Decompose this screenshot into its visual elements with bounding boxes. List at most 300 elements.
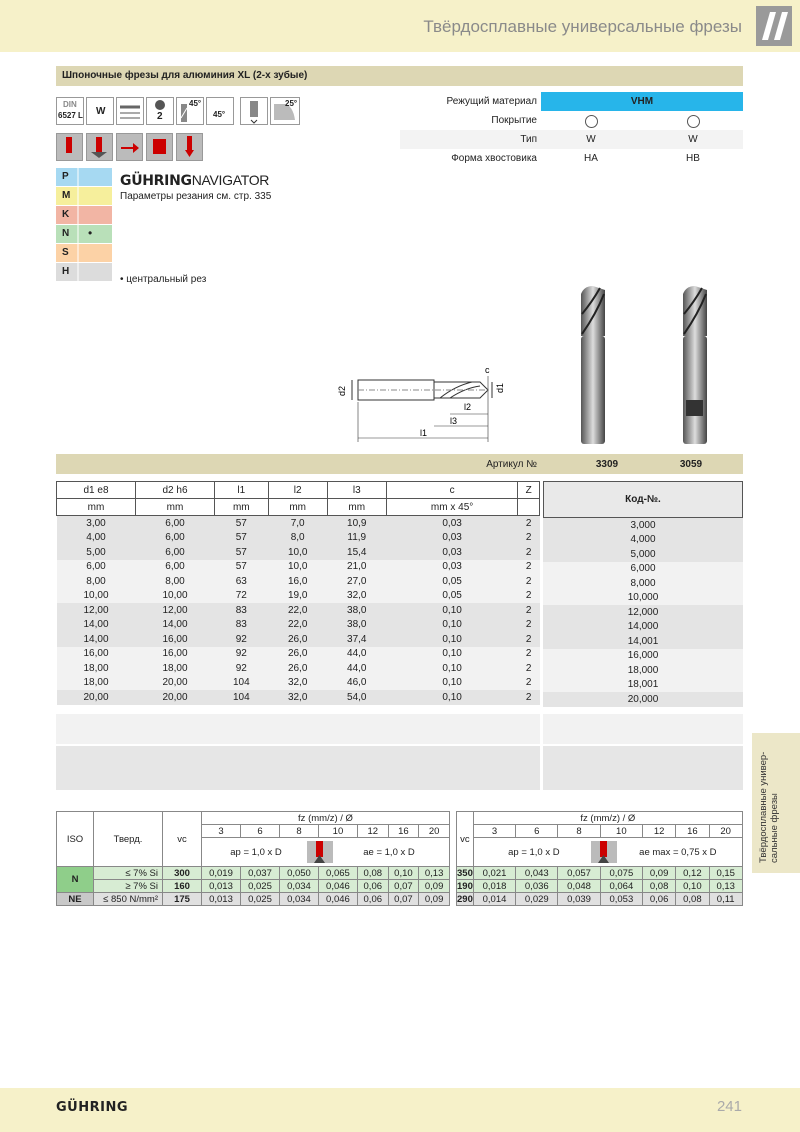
table-cell: 20,00 [162, 677, 188, 689]
table-cell: 5,00 [86, 546, 106, 558]
property-coating [400, 111, 743, 130]
code-row [543, 591, 743, 606]
navigator-note: Параметры резания см. стр. 335 [120, 191, 272, 202]
coating-empty-circle-icon [541, 115, 641, 128]
navigator-logo [120, 172, 269, 189]
table-cell: 20,00 [83, 691, 109, 703]
table-filler [543, 714, 743, 744]
end-mill-ha-image [576, 284, 610, 448]
fz-cell: 0,07 [388, 893, 419, 906]
table-cell: 2 [525, 590, 532, 602]
fz-cell: 0,13 [709, 880, 742, 893]
table-cell: 0,10 [442, 677, 462, 689]
fz-cell: 0,034 [279, 880, 318, 893]
code-cell: 8,000 [630, 577, 656, 589]
fz-cell: 0,065 [318, 867, 357, 880]
code-cell: 4,000 [630, 534, 656, 546]
fz-cell: 0,019 [202, 867, 241, 880]
table-cell: 22,0 [287, 604, 308, 616]
iso-group-k [56, 206, 112, 224]
fz-cell: 0,08 [676, 893, 709, 906]
iso-group-n [56, 225, 112, 243]
diameter-cell: 10 [318, 825, 357, 838]
table-cell: 0,03 [442, 561, 462, 573]
ae-label: ae = 1,0 x D [363, 846, 415, 858]
fz-cell: 0,018 [473, 880, 515, 893]
code-cell: 18,000 [627, 664, 659, 676]
fz-cell: 0,034 [279, 893, 318, 906]
article-label: Артикул № [486, 459, 537, 470]
center-cut-drawing-icon [241, 98, 267, 124]
property-shank [400, 149, 743, 168]
iso-group-h [56, 263, 112, 281]
table-row [57, 589, 540, 604]
table-cell: 16,0 [287, 575, 308, 587]
feature-bullet: • центральный рез [120, 274, 207, 285]
table-cell: 46,0 [347, 677, 367, 689]
fz-cell: 0,029 [516, 893, 558, 906]
center-cut-icon [240, 97, 268, 125]
article-number-1: 3309 [595, 459, 619, 470]
table-cell: 19,0 [287, 590, 308, 602]
diameter-cell: 16 [676, 825, 709, 838]
dims-header-cell: d2 h6 [136, 482, 215, 499]
article-bar [56, 454, 743, 474]
table-cell: 26,0 [287, 633, 308, 645]
table-cell: 0,10 [442, 619, 462, 631]
vc-header: vc [457, 812, 474, 867]
dims-header-cell: Z [518, 482, 540, 499]
dims-header-cell: d1 e8 [57, 482, 136, 499]
table-cell: 10,9 [347, 517, 367, 529]
table-cell: 2 [525, 532, 532, 544]
table-cell: 7,0 [290, 517, 305, 529]
fz-cell: 0,014 [473, 893, 515, 906]
table-cell: 2 [525, 575, 532, 587]
fz-cell: 0,12 [676, 867, 709, 880]
navigator-brand: GÜHRING [120, 173, 192, 189]
din-label: DIN [63, 100, 77, 109]
vc-cell: 350 [457, 867, 473, 879]
fz-cell: 0,013 [202, 893, 241, 906]
cutting-row [57, 880, 450, 893]
table-cell: 44,0 [347, 662, 367, 674]
table-row [57, 647, 540, 662]
fz-cell: 0,06 [357, 893, 388, 906]
table-cell: 10,00 [162, 590, 188, 602]
chamfer-icon [206, 97, 234, 125]
table-cell: 0,10 [442, 662, 462, 674]
fz-cell: 0,06 [357, 880, 388, 893]
table-cell: 104 [232, 691, 250, 703]
diameter-cell: 12 [357, 825, 388, 838]
iso-letter: M [62, 190, 71, 201]
table-cell: 2 [525, 677, 532, 689]
footer-brand: GÜHRING [56, 1100, 129, 1115]
dims-header-row [57, 482, 540, 499]
din-number: 6527 L [58, 111, 83, 120]
plunge-op-icon [86, 133, 113, 161]
iso-letter: H [62, 266, 70, 277]
side-tab-line1: Твёрдосплавные универ- [758, 751, 769, 863]
fz-cell: 0,09 [419, 893, 450, 906]
article-number-2: 3059 [679, 459, 703, 470]
table-cell: 2 [525, 619, 532, 631]
drawing-label-l3: l3 [450, 416, 458, 426]
slotting-op-icon [56, 133, 83, 161]
code-row [543, 605, 743, 620]
property-label: Режущий материал [446, 96, 537, 107]
table-cell: 8,0 [290, 532, 305, 544]
table-cell: 0,10 [442, 633, 462, 645]
fz-cell: 0,13 [419, 867, 450, 880]
table-cell: 0,05 [442, 590, 462, 602]
iso-letter: S [62, 247, 69, 258]
code-row [543, 562, 743, 577]
table-cell: 2 [525, 561, 532, 573]
chapter-side-tab [752, 733, 800, 873]
table-cell: 26,0 [287, 662, 308, 674]
chamfer-angle-label: 45° [213, 110, 226, 119]
table-empty-block [543, 746, 743, 790]
table-cell: 16,00 [83, 648, 109, 660]
helix-angle-label: 45° [189, 99, 202, 108]
page-number: 241 [716, 1098, 742, 1115]
table-row [57, 676, 540, 691]
dims-unit-cell: mm [215, 499, 269, 516]
fz-cell: 0,08 [642, 880, 675, 893]
dims-unit-cell: mm [57, 499, 136, 516]
table-cell: 27,0 [347, 575, 367, 587]
milling-op-icon [306, 839, 334, 865]
cutting-row [457, 867, 743, 880]
table-cell: 21,0 [347, 561, 367, 573]
table-cell: 32,0 [287, 677, 308, 689]
fz-cell: 0,053 [600, 893, 642, 906]
iso-letter: P [62, 171, 69, 182]
drawing-label-d2: d2 [337, 385, 347, 396]
table-cell: 44,0 [347, 648, 367, 660]
table-cell: 63 [235, 575, 247, 587]
dims-unit-cell: mm [268, 499, 327, 516]
din-icon [56, 97, 84, 125]
fz-cell: 0,10 [676, 880, 709, 893]
table-cell: 2 [525, 633, 532, 645]
vc-cell: 290 [457, 893, 473, 905]
section-title-bar [56, 66, 743, 86]
footer-bar [0, 1088, 800, 1132]
table-cell: 11,9 [347, 532, 367, 544]
brand-logo-icon [756, 6, 792, 46]
table-cell: 16,00 [162, 648, 188, 660]
hardness-cell: ≤ 7% Si [94, 867, 163, 880]
ae-label: ae max = 0,75 x D [639, 846, 717, 858]
fz-cell: 0,08 [357, 867, 388, 880]
code-column [543, 518, 743, 707]
vc-cell: 190 [457, 880, 473, 892]
table-cell: 54,0 [347, 691, 367, 703]
vc-cell: 175 [163, 893, 202, 906]
fz-cell: 0,025 [240, 893, 279, 906]
table-cell: 20,00 [162, 691, 188, 703]
fz-header: fz (mm/z) / Ø [202, 812, 450, 825]
fz-cell: 0,025 [240, 880, 279, 893]
ramping-icon [270, 97, 300, 125]
end-mill-hb-image [678, 284, 712, 448]
helix-angle-icon [176, 97, 204, 125]
type-value: W [688, 134, 698, 145]
table-row [57, 618, 540, 633]
table-cell: 2 [525, 691, 532, 703]
code-row [543, 547, 743, 562]
table-cell: 2 [525, 517, 532, 529]
iso-cell: N [57, 867, 94, 893]
table-cell: 0,05 [442, 575, 462, 587]
table-cell: 18,00 [162, 662, 188, 674]
table-row [57, 560, 540, 575]
dims-unit-cell [518, 499, 540, 516]
dims-header-cell: l3 [327, 482, 386, 499]
table-cell: 2 [525, 662, 532, 674]
table-cell: 104 [232, 677, 250, 689]
table-cell: 10,00 [83, 590, 109, 602]
code-row [543, 620, 743, 635]
table-cell: 57 [235, 561, 247, 573]
table-cell: 0,10 [442, 604, 462, 616]
table-row [57, 531, 540, 546]
diameter-cell: 20 [419, 825, 450, 838]
vc-cell: 160 [163, 880, 202, 893]
property-type [400, 130, 743, 149]
table-cell: 0,03 [442, 546, 462, 558]
table-cell: 6,00 [165, 517, 185, 529]
table-cell: 37,4 [347, 633, 367, 645]
table-cell: 10,0 [287, 546, 308, 558]
drawing-label-l1: l1 [420, 428, 428, 438]
coating-empty-circle-icon [643, 115, 743, 128]
fz-cell: 0,039 [558, 893, 600, 906]
table-cell: 6,00 [165, 532, 185, 544]
property-label: Форма хвостовика [451, 153, 537, 164]
code-cell: 10,000 [627, 592, 659, 604]
dims-header-cell: c [386, 482, 518, 499]
code-cell: 3,000 [630, 519, 656, 531]
table-cell: 14,00 [83, 633, 109, 645]
table-cell: 83 [235, 619, 247, 631]
drill-op-icon [176, 133, 203, 161]
table-cell: 92 [235, 633, 247, 645]
table-cell: 72 [235, 590, 247, 602]
side-tab-line2: сальные фрезы [769, 793, 780, 863]
diameter-cell: 6 [516, 825, 558, 838]
fz-cell: 0,013 [202, 880, 241, 893]
drawing-label-c: c [485, 365, 490, 375]
hardness-header: Тверд. [94, 812, 163, 867]
table-cell: 0,10 [442, 648, 462, 660]
table-cell: 14,00 [83, 619, 109, 631]
table-cell: 6,00 [165, 561, 185, 573]
code-row [543, 576, 743, 591]
table-cell: 57 [235, 517, 247, 529]
table-row [57, 516, 540, 531]
dims-header-cell: l1 [215, 482, 269, 499]
dims-unit-cell: mm [136, 499, 215, 516]
table-cell: 10,0 [287, 561, 308, 573]
dims-header-cell: l2 [268, 482, 327, 499]
code-cell: 18,001 [627, 679, 659, 691]
table-row [57, 574, 540, 589]
pocket-op-icon [146, 133, 173, 161]
table-cell: 6,00 [86, 561, 106, 573]
table-cell: 12,00 [83, 604, 109, 616]
table-cell: 22,0 [287, 619, 308, 631]
cutting-row [57, 867, 450, 880]
dimensions-table [56, 481, 540, 705]
code-header [543, 481, 743, 518]
fz-cell: 0,037 [240, 867, 279, 880]
code-header-label: Код-№. [625, 494, 661, 505]
fz-cell: 0,09 [419, 880, 450, 893]
table-cell: 18,00 [83, 677, 109, 689]
table-cell: 4,00 [86, 532, 106, 544]
table-cell: 32,0 [347, 590, 367, 602]
iso-mark: • [88, 226, 93, 240]
material-value: VHM [630, 96, 654, 107]
table-cell: 0,10 [442, 691, 462, 703]
table-cell: 57 [235, 532, 247, 544]
vc-cell: 300 [163, 867, 202, 880]
diameter-cell: 3 [202, 825, 241, 838]
fz-cell: 0,048 [558, 880, 600, 893]
fz-cell: 0,09 [642, 867, 675, 880]
table-cell: 38,0 [347, 619, 367, 631]
table-cell: 26,0 [287, 648, 308, 660]
cutting-row [57, 893, 450, 906]
diameter-cell: 20 [709, 825, 742, 838]
fz-cell: 0,064 [600, 880, 642, 893]
table-row [57, 632, 540, 647]
iso-letter: N [62, 228, 70, 239]
fz-cell: 0,043 [516, 867, 558, 880]
code-row [543, 518, 743, 533]
fz-cell: 0,021 [473, 867, 515, 880]
fz-cell: 0,07 [388, 880, 419, 893]
table-cell: 2 [525, 648, 532, 660]
table-cell: 8,00 [86, 575, 106, 587]
diameter-cell: 12 [642, 825, 675, 838]
code-row [543, 533, 743, 548]
milling-op-icon [590, 839, 618, 865]
code-cell: 20,000 [627, 693, 659, 705]
diameter-cell: 16 [388, 825, 419, 838]
code-cell: 16,000 [627, 650, 659, 662]
diameter-cell: 8 [558, 825, 600, 838]
table-row [57, 690, 540, 705]
table-cell: 32,0 [287, 691, 308, 703]
table-cell: 92 [235, 648, 247, 660]
iso-group-p [56, 168, 112, 186]
cutting-row [457, 880, 743, 893]
table-row [57, 661, 540, 676]
code-row [543, 678, 743, 693]
table-cell: 15,4 [347, 546, 367, 558]
table-cell: 0,03 [442, 517, 462, 529]
code-cell: 14,001 [627, 635, 659, 647]
table-cell: 3,00 [86, 517, 106, 529]
cutting-data-right [456, 811, 743, 906]
table-cell: 2 [525, 604, 532, 616]
hardness-cell: ≤ 850 N/mm² [94, 893, 163, 906]
shank-drawing-icon [117, 98, 143, 124]
table-cell: 92 [235, 662, 247, 674]
table-row [57, 603, 540, 618]
drawing-label-l2: l2 [464, 402, 472, 412]
side-op-icon [116, 133, 143, 161]
property-label: Тип [520, 134, 537, 145]
fz-header: fz (mm/z) / Ø [473, 812, 742, 825]
table-cell: 57 [235, 546, 247, 558]
table-cell: 6,00 [165, 546, 185, 558]
iso-group-s [56, 244, 112, 262]
ramping-angle-label: 25° [285, 99, 298, 108]
property-material [400, 92, 743, 111]
shank-value: HA [584, 153, 598, 164]
dims-units-row [57, 499, 540, 516]
page-title: Твёрдосплавные универсальные фрезы [423, 17, 742, 36]
iso-cell: NE [57, 893, 94, 906]
table-cell: 18,00 [83, 662, 109, 674]
code-row [543, 649, 743, 664]
tool-technical-drawing [330, 358, 510, 448]
header-bar [0, 0, 800, 52]
table-cell: 83 [235, 604, 247, 616]
drawing-label-d1: d1 [495, 382, 505, 393]
fz-cell: 0,036 [516, 880, 558, 893]
type-w-icon [86, 97, 114, 125]
code-cell: 5,000 [630, 548, 656, 560]
fz-cell: 0,046 [318, 893, 357, 906]
diameter-cell: 3 [473, 825, 515, 838]
fz-cell: 0,057 [558, 867, 600, 880]
fz-cell: 0,10 [388, 867, 419, 880]
cutting-data-left [56, 811, 450, 906]
dims-unit-cell: mm x 45° [386, 499, 518, 516]
code-cell: 6,000 [630, 563, 656, 575]
table-cell: 16,00 [162, 633, 188, 645]
flute-cross-icon [147, 98, 173, 112]
diameter-cell: 6 [240, 825, 279, 838]
code-row [543, 663, 743, 678]
fz-cell: 0,050 [279, 867, 318, 880]
table-cell: 0,03 [442, 532, 462, 544]
table-row [57, 545, 540, 560]
code-row [543, 692, 743, 707]
iso-header: ISO [57, 812, 94, 867]
fz-cell: 0,046 [318, 880, 357, 893]
ap-label: ap = 1,0 x D [508, 846, 560, 858]
flutes-icon [146, 97, 174, 125]
diameter-cell: 10 [600, 825, 642, 838]
hardness-cell: ≥ 7% Si [94, 880, 163, 893]
dims-unit-cell: mm [327, 499, 386, 516]
code-cell: 12,000 [627, 606, 659, 618]
cutting-row [457, 893, 743, 906]
type-w-label: W [96, 106, 106, 117]
ap-label: ap = 1,0 x D [230, 846, 282, 858]
table-cell: 38,0 [347, 604, 367, 616]
flutes-count: 2 [157, 111, 163, 122]
table-cell: 2 [525, 546, 532, 558]
